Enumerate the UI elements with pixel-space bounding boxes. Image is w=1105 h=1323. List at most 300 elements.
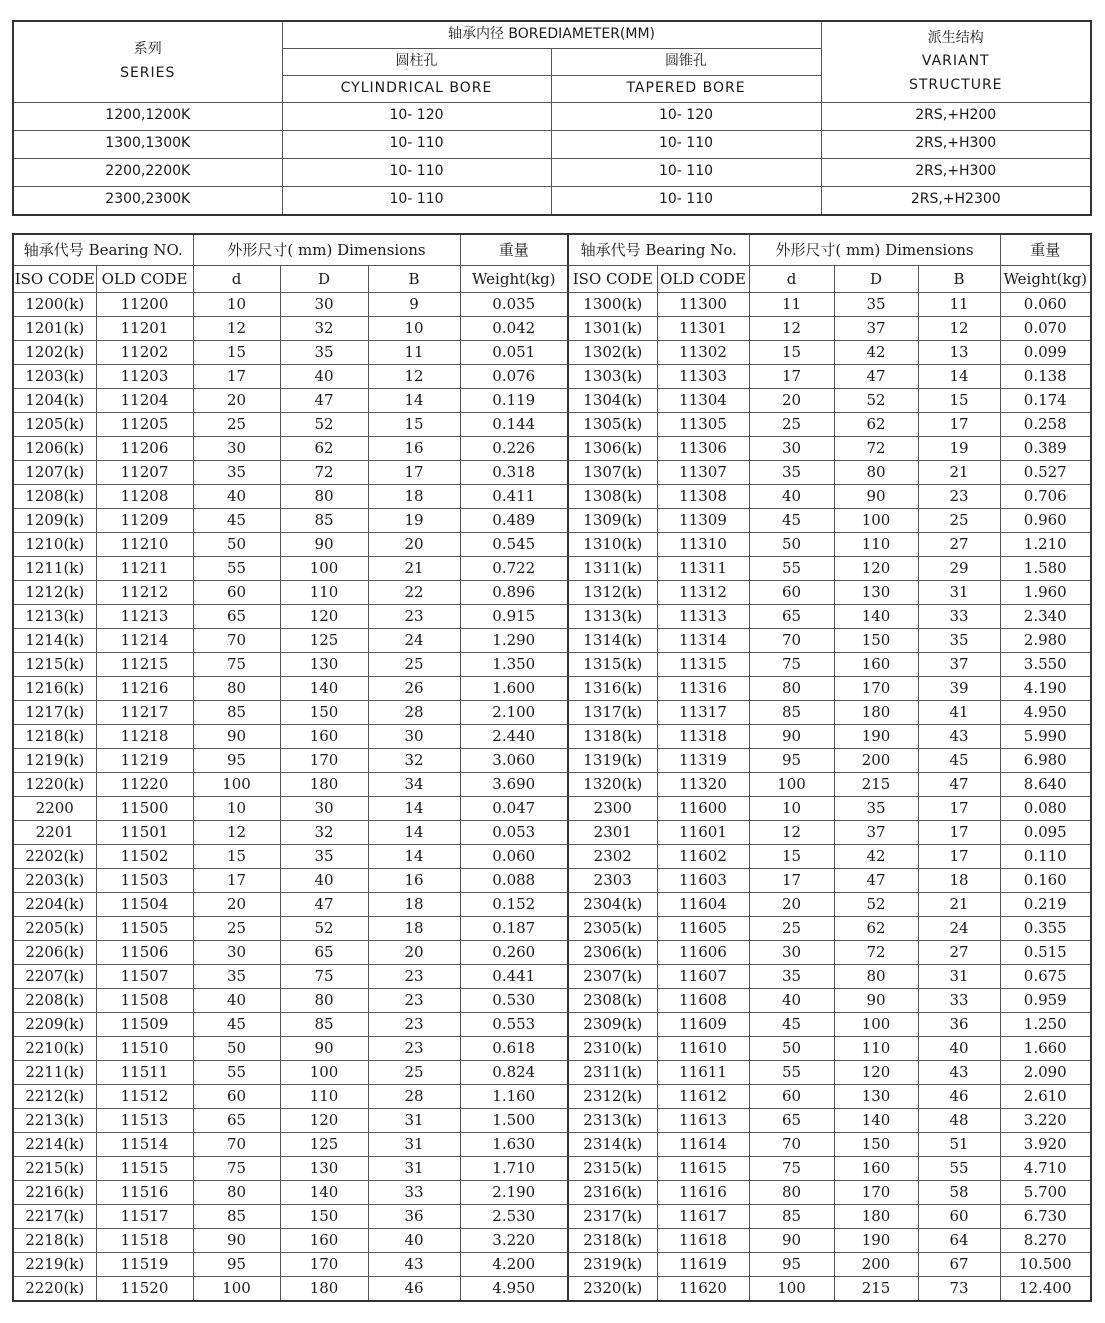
B-cell-left: 23 — [368, 989, 460, 1013]
iso-code-cell-left: 1204(k) — [13, 389, 96, 413]
weight-cell-left: 0.076 — [460, 365, 568, 389]
old-code-cell-left: 11217 — [96, 701, 193, 725]
iso-code-cell-left: 2216(k) — [13, 1181, 96, 1205]
D-cell-left: 32 — [280, 317, 368, 341]
old-code-cell-right: 11614 — [657, 1133, 749, 1157]
weight-cell-left: 0.489 — [460, 509, 568, 533]
iso-code-cell-right: 2311(k) — [568, 1061, 657, 1085]
B-cell-left: 34 — [368, 773, 460, 797]
D-cell-left: 90 — [280, 1037, 368, 1061]
d-cell-right: 45 — [749, 509, 834, 533]
d-cell-right: 65 — [749, 605, 834, 629]
B-cell-right: 27 — [918, 941, 1000, 965]
iso-code-cell-left: 2206(k) — [13, 941, 96, 965]
weight-cell-right: 0.960 — [1000, 509, 1091, 533]
d-cell-right: 30 — [749, 437, 834, 461]
D-cell-left: 80 — [280, 989, 368, 1013]
d-cell-left: 17 — [193, 365, 280, 389]
D-cell-left: 140 — [280, 1181, 368, 1205]
B-cell-left: 11 — [368, 341, 460, 365]
B-cell-left: 19 — [368, 509, 460, 533]
d-cell-right: 95 — [749, 1253, 834, 1277]
d-cell-left: 12 — [193, 821, 280, 845]
table-row — [13, 773, 1091, 797]
iso-code-cell-right: 2313(k) — [568, 1109, 657, 1133]
weight-cell-left: 1.630 — [460, 1133, 568, 1157]
d-cell-left: 80 — [193, 677, 280, 701]
iso-code-cell-left: 2214(k) — [13, 1133, 96, 1157]
weight-cell-right: 0.959 — [1000, 989, 1091, 1013]
weight-cell-right: 0.060 — [1000, 293, 1091, 317]
old-code-cell-left: 11517 — [96, 1205, 193, 1229]
B-cell-left: 14 — [368, 797, 460, 821]
weight-cell-left: 0.545 — [460, 533, 568, 557]
d-cell-right: 20 — [749, 389, 834, 413]
old-code-cell-left: 11508 — [96, 989, 193, 1013]
B-cell-right: 73 — [918, 1277, 1000, 1302]
old-code-cell-right: 11316 — [657, 677, 749, 701]
series-header-en: SERIES — [120, 64, 176, 81]
old-code-cell-right: 11303 — [657, 365, 749, 389]
D-cell-right: 52 — [834, 893, 918, 917]
old-code-cell-left: 11203 — [96, 365, 193, 389]
old-code-cell-left: 11506 — [96, 941, 193, 965]
D-cell-right: 47 — [834, 365, 918, 389]
table-row — [13, 629, 1091, 653]
D-cell-right: 62 — [834, 917, 918, 941]
iso-code-cell-left: 2217(k) — [13, 1205, 96, 1229]
old-code-cell-right: 11305 — [657, 413, 749, 437]
D-cell-right: 80 — [834, 965, 918, 989]
d-cell-left: 95 — [193, 749, 280, 773]
weight-cell-left: 0.088 — [460, 869, 568, 893]
B-cell-right: 11 — [918, 293, 1000, 317]
D-cell-left: 100 — [280, 557, 368, 581]
D-cell-left: 85 — [280, 509, 368, 533]
B-cell-right: 15 — [918, 389, 1000, 413]
B-cell-right: 43 — [918, 725, 1000, 749]
iso-code-cell-right: 1302(k) — [568, 341, 657, 365]
B-cell-right: 51 — [918, 1133, 1000, 1157]
D-cell-left: 100 — [280, 1061, 368, 1085]
weight-cell-left: 0.152 — [460, 893, 568, 917]
B-cell-left: 18 — [368, 917, 460, 941]
table-row — [13, 989, 1091, 1013]
table-row — [13, 365, 1091, 389]
B-cell-left: 22 — [368, 581, 460, 605]
iso-code-cell-left: 1218(k) — [13, 725, 96, 749]
table-row — [13, 965, 1091, 989]
B-header-right: B — [918, 266, 1000, 293]
B-cell-right: 33 — [918, 605, 1000, 629]
old-code-cell-left: 11202 — [96, 341, 193, 365]
d-cell-left: 90 — [193, 1229, 280, 1253]
old-code-cell-left: 11510 — [96, 1037, 193, 1061]
table-row — [13, 461, 1091, 485]
table-row — [13, 701, 1091, 725]
weight-cell-right: 4.190 — [1000, 677, 1091, 701]
old-code-cell-right: 11311 — [657, 557, 749, 581]
D-cell-left: 75 — [280, 965, 368, 989]
B-cell-right: 60 — [918, 1205, 1000, 1229]
D-cell-left: 40 — [280, 869, 368, 893]
old-code-cell-left: 11213 — [96, 605, 193, 629]
weight-cell-right: 0.389 — [1000, 437, 1091, 461]
iso-code-cell-left: 2218(k) — [13, 1229, 96, 1253]
D-cell-left: 170 — [280, 1253, 368, 1277]
D-cell-right: 170 — [834, 677, 918, 701]
old-code-cell-left: 11520 — [96, 1277, 193, 1302]
iso-code-cell-left: 1214(k) — [13, 629, 96, 653]
d-cell-right: 45 — [749, 1013, 834, 1037]
D-cell-right: 110 — [834, 533, 918, 557]
weight-cell-right: 0.675 — [1000, 965, 1091, 989]
iso-code-cell-left: 1207(k) — [13, 461, 96, 485]
table-row — [13, 1133, 1091, 1157]
D-cell-right: 100 — [834, 509, 918, 533]
weight-cell-left: 1.290 — [460, 629, 568, 653]
iso-code-cell-left: 1208(k) — [13, 485, 96, 509]
D-cell-right: 150 — [834, 629, 918, 653]
B-cell-left: 18 — [368, 485, 460, 509]
B-cell-left: 25 — [368, 653, 460, 677]
variant-header — [821, 21, 1091, 102]
d-cell-right: 35 — [749, 965, 834, 989]
d-cell-left: 55 — [193, 1061, 280, 1085]
d-cell-right: 55 — [749, 557, 834, 581]
old-code-cell-left: 11207 — [96, 461, 193, 485]
variant-header-en2: STRUCTURE — [908, 76, 1003, 93]
old-code-cell-right: 11312 — [657, 581, 749, 605]
old-code-cell-right: 11301 — [657, 317, 749, 341]
B-cell-right: 29 — [918, 557, 1000, 581]
D-cell-left: 47 — [280, 893, 368, 917]
weight-cell-right: 6.730 — [1000, 1205, 1091, 1229]
iso-code-cell-left: 1210(k) — [13, 533, 96, 557]
table-row — [13, 509, 1091, 533]
iso-code-cell-right: 2317(k) — [568, 1205, 657, 1229]
old-code-cell-left: 11218 — [96, 725, 193, 749]
cylindrical-bore-cell: 10- 120 — [282, 102, 551, 130]
old-code-cell-right: 11309 — [657, 509, 749, 533]
D-cell-left: 110 — [280, 1085, 368, 1109]
series-row — [13, 102, 1091, 130]
table-row — [13, 1181, 1091, 1205]
table-row — [13, 581, 1091, 605]
D-cell-left: 30 — [280, 293, 368, 317]
B-cell-right: 35 — [918, 629, 1000, 653]
iso-code-cell-right: 1304(k) — [568, 389, 657, 413]
B-cell-left: 17 — [368, 461, 460, 485]
old-code-cell-right: 11620 — [657, 1277, 749, 1302]
old-code-cell-left: 11210 — [96, 533, 193, 557]
d-cell-right: 15 — [749, 845, 834, 869]
iso-code-cell-left: 1202(k) — [13, 341, 96, 365]
B-cell-left: 16 — [368, 869, 460, 893]
weight-cell-left: 0.053 — [460, 821, 568, 845]
table-row — [13, 1109, 1091, 1133]
weight-cell-left: 0.915 — [460, 605, 568, 629]
cylindrical-bore-cell: 10- 110 — [282, 130, 551, 158]
B-cell-left: 43 — [368, 1253, 460, 1277]
weight-cell-right: 0.110 — [1000, 845, 1091, 869]
old-code-cell-right: 11318 — [657, 725, 749, 749]
weight-cell-right: 2.090 — [1000, 1061, 1091, 1085]
table-row — [13, 413, 1091, 437]
old-code-cell-left: 11219 — [96, 749, 193, 773]
old-code-cell-right: 11317 — [657, 701, 749, 725]
old-code-cell-left: 11201 — [96, 317, 193, 341]
weight-cell-right: 10.500 — [1000, 1253, 1091, 1277]
iso-code-cell-left: 2211(k) — [13, 1061, 96, 1085]
weight-cell-left: 2.100 — [460, 701, 568, 725]
weight-cell-right: 5.700 — [1000, 1181, 1091, 1205]
iso-code-cell-left: 1209(k) — [13, 509, 96, 533]
B-cell-left: 14 — [368, 389, 460, 413]
d-cell-right: 80 — [749, 677, 834, 701]
weight-cell-right: 1.960 — [1000, 581, 1091, 605]
weight-cell-left: 0.047 — [460, 797, 568, 821]
tapered-bore-cn: 圆锥孔 — [551, 48, 821, 75]
d-cell-right: 75 — [749, 1157, 834, 1181]
iso-code-cell-left: 2203(k) — [13, 869, 96, 893]
weight-cell-left: 0.318 — [460, 461, 568, 485]
iso-code-cell-right: 1318(k) — [568, 725, 657, 749]
table-row — [13, 437, 1091, 461]
d-cell-left: 70 — [193, 1133, 280, 1157]
d-cell-right: 85 — [749, 1205, 834, 1229]
weight-cell-left: 1.600 — [460, 677, 568, 701]
series-header — [13, 21, 282, 102]
iso-code-cell-left: 2208(k) — [13, 989, 96, 1013]
old-code-cell-right: 11611 — [657, 1061, 749, 1085]
D-cell-right: 160 — [834, 653, 918, 677]
weight-header-cn-right: 重量 — [1000, 234, 1091, 266]
B-cell-right: 24 — [918, 917, 1000, 941]
weight-cell-left: 0.824 — [460, 1061, 568, 1085]
B-cell-left: 20 — [368, 533, 460, 557]
table-row — [13, 317, 1091, 341]
weight-cell-right: 0.258 — [1000, 413, 1091, 437]
B-cell-left: 23 — [368, 965, 460, 989]
d-cell-left: 85 — [193, 701, 280, 725]
d-cell-right: 17 — [749, 869, 834, 893]
iso-code-cell-right: 1305(k) — [568, 413, 657, 437]
table-row — [13, 1037, 1091, 1061]
old-code-cell-left: 11209 — [96, 509, 193, 533]
D-cell-left: 30 — [280, 797, 368, 821]
tapered-bore-cell: 10- 110 — [551, 130, 821, 158]
D-cell-right: 52 — [834, 389, 918, 413]
old-code-cell-left: 11503 — [96, 869, 193, 893]
iso-code-cell-left: 2205(k) — [13, 917, 96, 941]
d-cell-left: 85 — [193, 1205, 280, 1229]
B-cell-left: 21 — [368, 557, 460, 581]
D-cell-right: 72 — [834, 437, 918, 461]
iso-code-cell-right: 2315(k) — [568, 1157, 657, 1181]
B-cell-left: 18 — [368, 893, 460, 917]
table-row — [13, 797, 1091, 821]
B-cell-left: 46 — [368, 1277, 460, 1302]
B-cell-right: 17 — [918, 845, 1000, 869]
iso-code-cell-right: 2314(k) — [568, 1133, 657, 1157]
old-code-cell-left: 11205 — [96, 413, 193, 437]
table-row — [13, 1253, 1091, 1277]
weight-cell-left: 0.530 — [460, 989, 568, 1013]
iso-code-cell-left: 1216(k) — [13, 677, 96, 701]
weight-cell-right: 0.515 — [1000, 941, 1091, 965]
D-cell-left: 72 — [280, 461, 368, 485]
B-cell-right: 37 — [918, 653, 1000, 677]
weight-cell-right: 1.580 — [1000, 557, 1091, 581]
weight-cell-left: 0.260 — [460, 941, 568, 965]
D-cell-right: 130 — [834, 581, 918, 605]
old-code-cell-right: 11612 — [657, 1085, 749, 1109]
d-cell-right: 100 — [749, 1277, 834, 1302]
D-cell-left: 90 — [280, 533, 368, 557]
iso-code-cell-left: 1200(k) — [13, 293, 96, 317]
D-cell-left: 47 — [280, 389, 368, 413]
d-cell-left: 65 — [193, 605, 280, 629]
B-cell-right: 64 — [918, 1229, 1000, 1253]
d-cell-left: 10 — [193, 293, 280, 317]
d-cell-right: 90 — [749, 1229, 834, 1253]
d-cell-right: 11 — [749, 293, 834, 317]
iso-code-cell-left: 2213(k) — [13, 1109, 96, 1133]
d-cell-left: 45 — [193, 1013, 280, 1037]
d-cell-right: 12 — [749, 317, 834, 341]
table-row — [13, 1061, 1091, 1085]
iso-code-cell-right: 2301 — [568, 821, 657, 845]
d-cell-right: 55 — [749, 1061, 834, 1085]
D-cell-left: 65 — [280, 941, 368, 965]
old-code-cell-left: 11500 — [96, 797, 193, 821]
weight-cell-right: 2.610 — [1000, 1085, 1091, 1109]
D-cell-right: 180 — [834, 701, 918, 725]
B-cell-right: 21 — [918, 461, 1000, 485]
old-code-cell-left: 11515 — [96, 1157, 193, 1181]
B-cell-left: 25 — [368, 1061, 460, 1085]
B-cell-right: 43 — [918, 1061, 1000, 1085]
weight-cell-right: 0.080 — [1000, 797, 1091, 821]
d-cell-right: 40 — [749, 485, 834, 509]
iso-code-cell-right: 1303(k) — [568, 365, 657, 389]
weight-cell-right: 3.220 — [1000, 1109, 1091, 1133]
iso-code-cell-left: 2202(k) — [13, 845, 96, 869]
D-cell-right: 170 — [834, 1181, 918, 1205]
iso-code-cell-right: 1307(k) — [568, 461, 657, 485]
table-row — [13, 1013, 1091, 1037]
d-cell-right: 25 — [749, 917, 834, 941]
old-code-cell-left: 11516 — [96, 1181, 193, 1205]
old-code-cell-left: 11501 — [96, 821, 193, 845]
series-header-cn: 系列 — [133, 41, 162, 58]
D-cell-left: 120 — [280, 605, 368, 629]
B-cell-right: 67 — [918, 1253, 1000, 1277]
D-cell-left: 150 — [280, 1205, 368, 1229]
iso-code-cell-left: 2210(k) — [13, 1037, 96, 1061]
d-cell-right: 75 — [749, 653, 834, 677]
B-cell-left: 23 — [368, 605, 460, 629]
table-row — [13, 293, 1091, 317]
iso-code-cell-left: 1213(k) — [13, 605, 96, 629]
bore-range-table — [12, 20, 1092, 216]
weight-cell-left: 2.190 — [460, 1181, 568, 1205]
old-code-cell-right: 11306 — [657, 437, 749, 461]
d-cell-right: 80 — [749, 1181, 834, 1205]
B-cell-right: 27 — [918, 533, 1000, 557]
d-cell-left: 25 — [193, 917, 280, 941]
d-cell-right: 15 — [749, 341, 834, 365]
iso-code-cell-right: 1314(k) — [568, 629, 657, 653]
D-cell-right: 215 — [834, 773, 918, 797]
iso-code-cell-right: 2303 — [568, 869, 657, 893]
old-code-cell-right: 11608 — [657, 989, 749, 1013]
cylindrical-bore-cell: 10- 110 — [282, 158, 551, 186]
D-cell-right: 47 — [834, 869, 918, 893]
series-cell: 1200,1200K — [13, 102, 282, 130]
B-cell-left: 33 — [368, 1181, 460, 1205]
old-code-cell-right: 11617 — [657, 1205, 749, 1229]
table-row — [13, 485, 1091, 509]
iso-code-cell-right: 2316(k) — [568, 1181, 657, 1205]
cylindrical-bore-cell: 10- 110 — [282, 186, 551, 215]
d-cell-left: 100 — [193, 773, 280, 797]
iso-code-cell-right: 2309(k) — [568, 1013, 657, 1037]
d-cell-left: 70 — [193, 629, 280, 653]
iso-code-cell-right: 1320(k) — [568, 773, 657, 797]
B-cell-right: 12 — [918, 317, 1000, 341]
old-code-cell-left: 11519 — [96, 1253, 193, 1277]
B-cell-right: 17 — [918, 797, 1000, 821]
weight-header-en-left: Weight(kg) — [460, 266, 568, 293]
old-code-header-right: OLD CODE — [657, 266, 749, 293]
B-cell-right: 39 — [918, 677, 1000, 701]
weight-cell-left: 2.530 — [460, 1205, 568, 1229]
old-code-cell-left: 11206 — [96, 437, 193, 461]
table-row — [13, 341, 1091, 365]
D-cell-right: 180 — [834, 1205, 918, 1229]
series-cell: 2200,2200K — [13, 158, 282, 186]
weight-cell-right: 1.660 — [1000, 1037, 1091, 1061]
table-row — [13, 533, 1091, 557]
D-cell-right: 42 — [834, 341, 918, 365]
old-code-header-left: OLD CODE — [96, 266, 193, 293]
bore-diameter-header: 轴承内径 BOREDIAMETER(MM) — [282, 21, 821, 48]
table-row — [13, 557, 1091, 581]
iso-code-header-left: ISO CODE — [13, 266, 96, 293]
old-code-cell-right: 11304 — [657, 389, 749, 413]
d-cell-left: 20 — [193, 893, 280, 917]
B-cell-left: 23 — [368, 1013, 460, 1037]
d-cell-left: 50 — [193, 533, 280, 557]
d-cell-left: 10 — [193, 797, 280, 821]
d-cell-right: 50 — [749, 533, 834, 557]
iso-code-cell-left: 2220(k) — [13, 1277, 96, 1302]
iso-code-cell-left: 2209(k) — [13, 1013, 96, 1037]
old-code-cell-left: 11504 — [96, 893, 193, 917]
D-cell-left: 110 — [280, 581, 368, 605]
table-row — [13, 677, 1091, 701]
weight-cell-left: 0.144 — [460, 413, 568, 437]
B-cell-left: 23 — [368, 1037, 460, 1061]
B-cell-right: 58 — [918, 1181, 1000, 1205]
table-row — [13, 725, 1091, 749]
D-cell-left: 52 — [280, 917, 368, 941]
dimensions-header-left: 外形尺寸( mm) Dimensions — [193, 234, 460, 266]
iso-code-cell-left: 2212(k) — [13, 1085, 96, 1109]
B-cell-left: 32 — [368, 749, 460, 773]
